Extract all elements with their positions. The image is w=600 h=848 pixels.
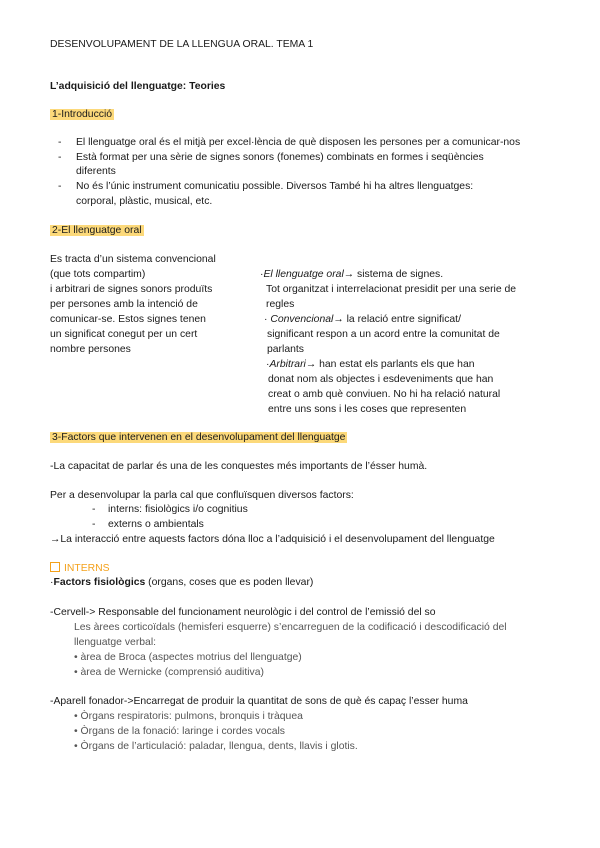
physiological-factors-line <box>50 576 313 590</box>
section-2-heading-text: 2-El llenguatge oral <box>52 225 142 236</box>
intro-bullet: - El llenguatge oral és el mitjà per excel·lència de què disposen les persones per a comunicar-nos <box>54 136 520 151</box>
definition-line: (que tots compartim) <box>50 269 146 280</box>
section-2-heading <box>50 224 144 238</box>
explanation-line: regles <box>266 299 295 310</box>
bullet-dot: · <box>260 269 264 280</box>
intro-bullet-list <box>54 136 520 165</box>
definition-line: Es tracta d’un sistema convencional <box>50 254 216 265</box>
interns-label <box>50 562 110 576</box>
organ-item: • Òrgans respiratoris: pulmons, bronquis i tràquea <box>74 711 303 722</box>
definition-line: un significat conegut per un cert <box>50 329 198 340</box>
factors-paragraph: -La capacitat de parlar és una de les conquestes més importants de l’ésser humà. <box>50 461 428 472</box>
section-3-heading-text: 3-Factors que intervenen en el desenvolupament del llenguatge <box>52 432 346 443</box>
term-description: → sistema de signes. <box>343 269 444 280</box>
explanation-line: Tot organitzat i interrelacionat presidit per una serie de <box>266 284 517 295</box>
definition-line: i arbitrari de signes sonors produïts <box>50 284 213 295</box>
factor-item-internal: interns: fisiològics i/o cognitius <box>108 504 248 515</box>
interns-label-text: INTERNS <box>64 563 110 574</box>
section-3-heading <box>50 431 347 445</box>
vocal-apparatus-heading: -Aparell fonador->Encarregat de produir la quantitat de sons de què és capaç l’esser huma <box>50 696 468 707</box>
factor-item-external: externs o ambientals <box>108 519 204 530</box>
document-title: L’adquisició del llenguatge: Teories <box>50 81 226 92</box>
document-header: DESENVOLUPAMENT DE LA LLENGUA ORAL. TEMA 1 <box>50 39 314 50</box>
conventional-line <box>264 313 461 327</box>
intro-bullet: - Està format per una sèrie de signes sonors (fonemes) combinats en formes i seqüències <box>54 151 520 166</box>
intro-bullet-list-2 <box>54 180 473 195</box>
oral-language-line <box>260 268 443 282</box>
organ-item: • Òrgans de la fonació: laringe i cordes vocals <box>74 726 285 737</box>
term-conventional: Convencional <box>270 314 334 325</box>
checkbox-icon <box>50 562 60 572</box>
explanation-line: entre uns sons i les coses que representen <box>268 404 467 415</box>
term-oral-language: El llenguatge oral <box>263 269 344 280</box>
definition-line: per persones amb la intenció de <box>50 299 198 310</box>
bullet-dot: · <box>50 577 54 588</box>
bullet-dot: · <box>264 314 271 325</box>
organ-item: • Òrgans de l’articulació: paladar, llengua, dents, llavis i glotis. <box>74 741 358 752</box>
explanation-line: significant respon a un acord entre la comunitat de <box>267 329 500 340</box>
bullet-dot: · <box>266 359 270 370</box>
physiological-factors-term: Factors fisiològics <box>53 577 146 588</box>
factor-dash: - <box>92 504 96 515</box>
intro-bullet-continuation: diferents <box>76 166 116 177</box>
definition-line: nombre persones <box>50 344 131 355</box>
explanation-line: creat o amb què conviuen. No hi ha relació natural <box>268 389 501 400</box>
brain-description: Les àrees corticoïdals (hemisferi esquerre) s’encarreguen de la codificació i descodificació del <box>74 622 507 633</box>
brain-area-item: • àrea de Broca (aspectes motrius del llenguatge) <box>74 652 302 663</box>
intro-bullet: - No és l’únic instrument comunicatiu possible. Diversos També hi ha altres llenguatges: <box>54 180 473 195</box>
brain-description: llenguatge verbal: <box>74 637 157 648</box>
term-arbitrary: Arbitrari <box>269 359 306 370</box>
factor-dash: - <box>92 519 96 530</box>
section-1-heading <box>50 108 114 122</box>
physiological-factors-note: (organs, coses que es poden llevar) <box>145 577 314 588</box>
definition-line: comunicar-se. Estos signes tenen <box>50 314 206 325</box>
section-1-heading-text: 1-Introducció <box>52 109 113 120</box>
intro-bullet-continuation: corporal, plàstic, musical, etc. <box>76 196 213 207</box>
term-description: → la relació entre significat/ <box>333 314 461 325</box>
explanation-line: parlants <box>267 344 304 355</box>
factors-conclusion: →La interacció entre aquests factors dóna lloc a l’adquisició i el desenvolupament del llenguatge <box>50 534 495 545</box>
term-description: → han estat els parlants els que han <box>305 359 475 370</box>
explanation-line: donat nom als objectes i esdeveniments que han <box>268 374 494 385</box>
brain-area-item: • àrea de Wernicke (comprensió auditiva) <box>74 667 264 678</box>
factors-paragraph: Per a desenvolupar la parla cal que confluïsquen diversos factors: <box>50 490 354 501</box>
brain-heading: -Cervell-> Responsable del funcionament neurològic i del control de l’emissió del so <box>50 607 436 618</box>
arbitrary-line <box>266 358 475 372</box>
